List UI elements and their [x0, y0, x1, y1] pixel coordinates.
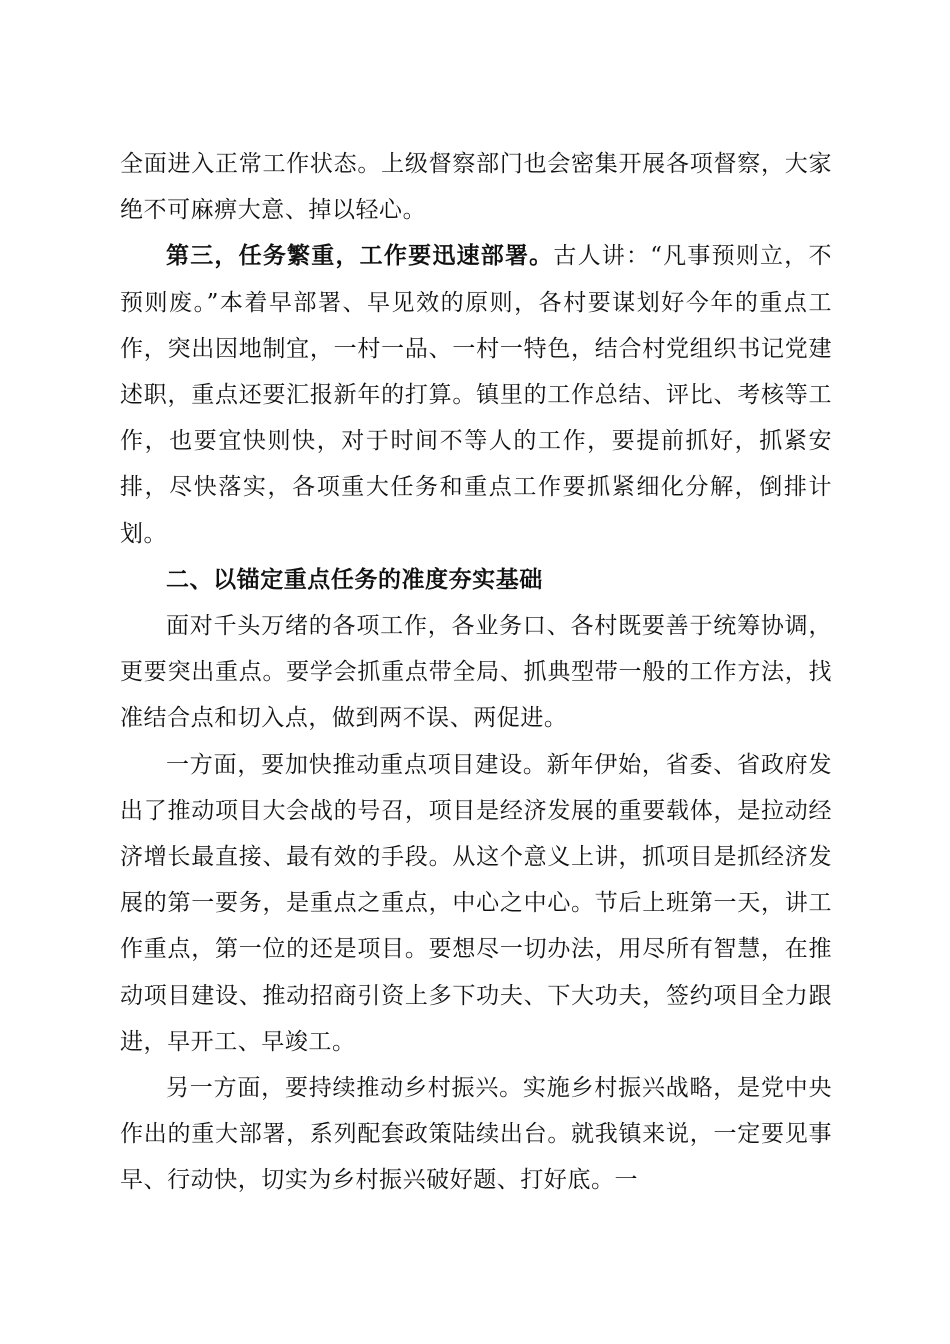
paragraph-rural-revitalization: 另一方面，要持续推动乡村振兴。实施乡村振兴战略，是党中央作出的重大部署，系列配套政策陆续出台。就我镇来说，一定要见事早、行动快，切实为乡村振兴破好题、打好底。一	[120, 1075, 832, 1194]
paragraph-key-projects: 一方面，要加快推动重点项目建设。新年伊始，省委、省政府发出了推动项目大会战的号召，项目是经济发展的重要载体，是拉动经济增长最直接、最有效的手段。从这个意义上讲，抓项目是抓经济发展的第一要务，是重点之重点，中心之中心。节后上班第一天，讲工作重点，第一位的还是项目。要想尽一切办法，用尽所有智慧，在推动项目建设、推动招商引资上多下功夫、下大功夫，签约项目全力跟进，早开工、早竣工。	[120, 751, 832, 1055]
document-body	[120, 141, 832, 1204]
paragraph-body: 古人讲：“凡事预则立，不预则废。”本着早部署、早见效的原则，各村要谋划好今年的重点工作，突出因地制宜，一村一品、一村一特色，结合村党组织书记党建述职，重点还要汇报新年的打算。镇里的工作总结、评比、考核等工作，也要宜快则快，对于时间不等人的工作，要提前抓好，抓紧安排，尽快落实，各项重大任务和重点工作要抓紧细化分解，倒排计划。	[120, 243, 832, 547]
paragraph-lead: 第三，任务繁重，工作要迅速部署。	[166, 242, 554, 270]
paragraph-continued: 全面进入正常工作状态。上级督察部门也会密集开展各项督察，大家绝不可麻痹大意、掉以轻心。	[120, 151, 832, 224]
section-heading: 二、以锚定重点任务的准度夯实基础	[166, 566, 543, 593]
paragraph-overview: 面对千头万绪的各项工作，各业务口、各村既要善于统筹协调，更要突出重点。要学会抓重点带全局、抓典型带一般的工作方法，找准结合点和切入点，做到两不误、两促进。	[120, 613, 832, 732]
paragraph-task-deployment	[120, 233, 832, 556]
